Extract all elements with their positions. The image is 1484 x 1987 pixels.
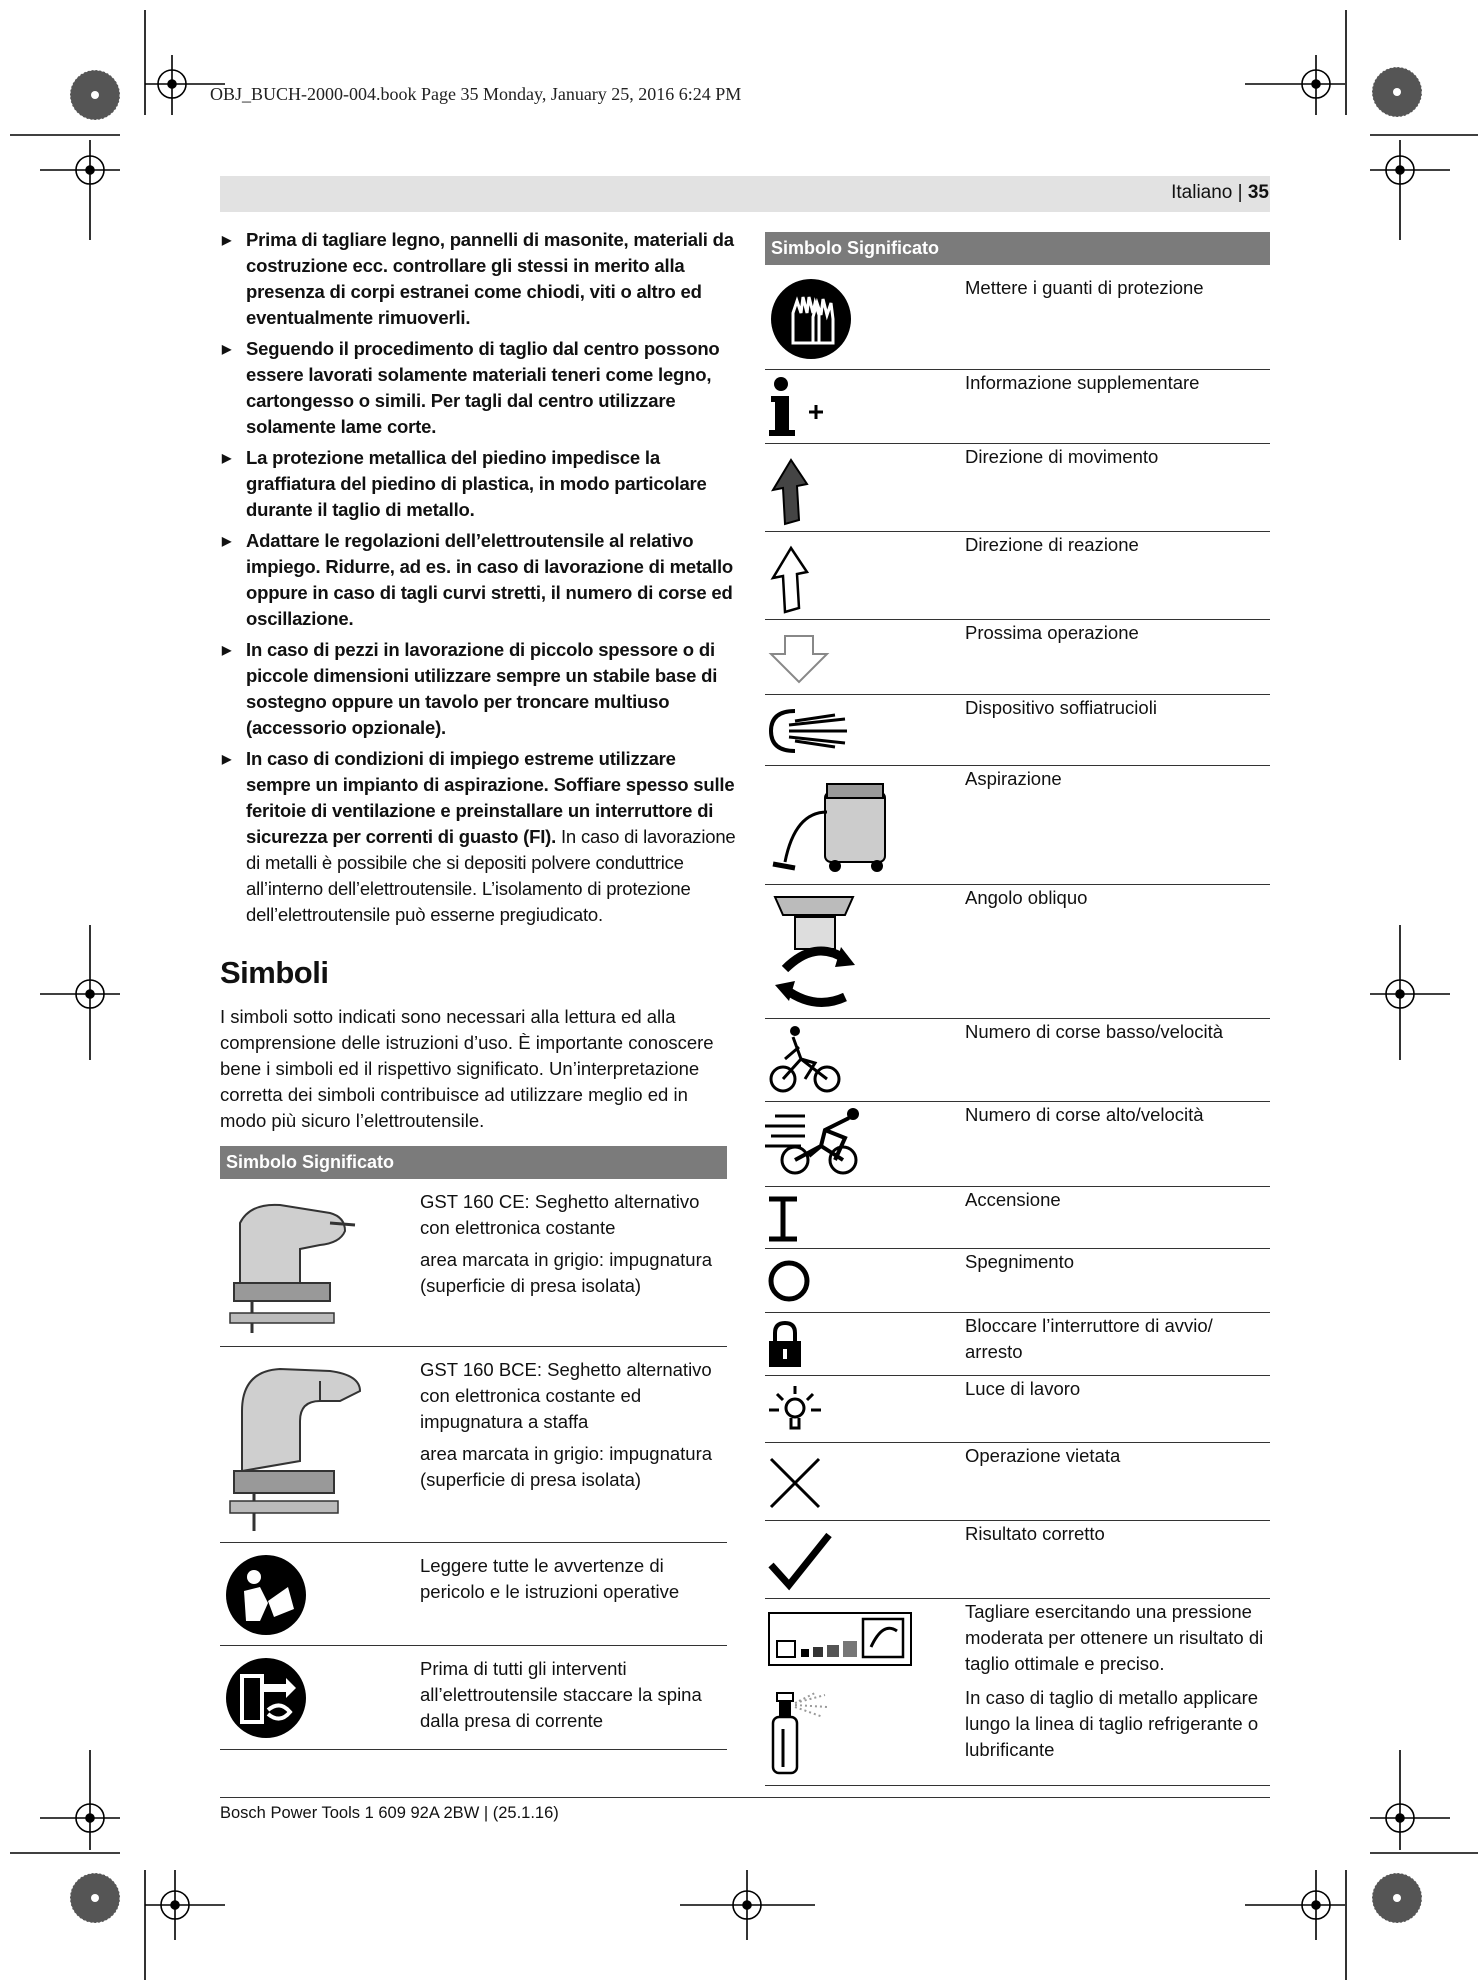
right-symbol-table (765, 232, 1270, 1786)
section-name: Italiano | (1171, 182, 1243, 203)
table-row (765, 265, 1270, 370)
pressure-icon (765, 1607, 915, 1671)
bevel-angle-icon (765, 889, 865, 1014)
prohibited-icon (765, 1453, 825, 1513)
crosshair-icon (145, 1870, 225, 1940)
table-row (765, 766, 1270, 885)
read-manual-icon (224, 1551, 314, 1641)
crosshair-icon (1370, 1750, 1450, 1850)
symbol-description: Direzione di reazione (965, 534, 1139, 555)
bullet-item: ▶ In caso di condizioni di impiego estreme utilizzare sempre un impianto di aspirazione. Soffiare spesso sulle feritoie di ventilazione e preinstallare un interruttore di sicurezza per correnti di guasto (FI). In caso di lavorazione di metalli è possibile che si depositi polvere conduttrice all’interno dell’elettroutensile. L’isolamento di protezione dell’elettroutensile può esserne pregiudicato. (222, 746, 742, 928)
left-symbol-table (220, 1146, 727, 1750)
blower-icon (765, 701, 855, 761)
symbol-description: Angolo obliquo (965, 887, 1088, 908)
symbol-description: GST 160 CE: Seghetto alternativo con elettronica costante (420, 1191, 700, 1238)
bullet-item: ▶ La protezione metallica del piedino impedisce la graffiatura del piedino di plastica, in modo particolare durante il taglio di metallo. (222, 445, 742, 523)
vacuum-icon (765, 772, 905, 882)
symbol-description-note: area marcata in grigio: impugnatura (superficie di presa isolata) (420, 1249, 713, 1296)
arrow-reaction-icon (765, 542, 825, 617)
table-row (765, 885, 1270, 1019)
bullet-item: ▶ In caso di pezzi in lavorazione di piccolo spessore o di piccole dimensioni utilizzare sempre un stabile base di sostegno oppure un tavolo per troncare multiuso (accessorio opzionale). (222, 637, 742, 741)
table-header: Simbolo Significato (765, 232, 1270, 265)
table-row (765, 1313, 1270, 1376)
table-row (765, 1102, 1270, 1187)
page-header (1171, 182, 1269, 204)
bullet-item: ▶ Adattare le regolazioni dell’elettroutensile al relativo impiego. Ridurre, ad es. in caso di lavorazione di metallo oppure in caso di tagli curvi stretti, il numero di corse ed oscillazione. (222, 528, 742, 632)
print-info: OBJ_BUCH-2000-004.book Page 35 Monday, January 25, 2016 6:24 PM (210, 84, 742, 104)
crosshair-icon (1245, 1870, 1345, 1940)
crosshair-icon (680, 1870, 815, 1940)
table-row (765, 1521, 1270, 1599)
table-row (220, 1543, 727, 1646)
symbol-description: Luce di lavoro (965, 1378, 1081, 1399)
crosshair-icon (40, 1750, 120, 1850)
info-plus-icon (765, 374, 835, 440)
table-row (765, 1249, 1270, 1313)
symbol-description: Direzione di movimento (965, 446, 1159, 467)
symbol-description: Dispositivo soffiatrucioli (965, 697, 1157, 718)
header-bar (220, 176, 1270, 212)
table-row (220, 1179, 727, 1347)
symbol-description: Informazione supplementare (965, 372, 1200, 393)
crosshair-icon (1370, 925, 1450, 1060)
section-title: Simboli (220, 955, 329, 990)
table-row (765, 1685, 1270, 1786)
work-light-icon (765, 1382, 825, 1438)
footer-rule (220, 1797, 1270, 1798)
on-icon (765, 1195, 805, 1245)
next-step-arrow-icon (765, 630, 835, 690)
symbol-description: Leggere tutte le avvertenze di pericolo e le istruzioni operative (420, 1555, 680, 1602)
symbol-description: Aspirazione (965, 768, 1062, 789)
table-row (765, 532, 1270, 620)
gloves-icon (769, 273, 859, 363)
color-rosette-icon (70, 1873, 120, 1923)
crosshair-icon (1245, 55, 1345, 115)
symbol-description: Spegnimento (965, 1251, 1075, 1272)
color-rosette-icon (1372, 67, 1422, 117)
off-icon (765, 1257, 815, 1307)
table-row (765, 1443, 1270, 1521)
bullet-item: ▶ Seguendo il procedimento di taglio dal centro possono essere lavorati solamente materiali teneri come legno, cartongesso o simili. Per tagli dal centro utilizzare solamente lame corte. (222, 336, 742, 440)
table-row (220, 1646, 727, 1750)
symbol-description: Prima di tutti gli interventi all’elettroutensile staccare la spina dalla presa di corrente (420, 1658, 702, 1731)
table-row (765, 1376, 1270, 1443)
symbol-description: Risultato corretto (965, 1523, 1105, 1544)
section-intro: I simboli sotto indicati sono necessari alla lettura ed alla comprensione delle istruzioni d’uso. È importante conoscere bene i simboli ed il rispettivo significato. Un’interpretazione corretta dei simboli contribuisce ad utilizzare meglio ed in modo più sicuro l’elettroutensile. (220, 1006, 714, 1131)
footer-text: Bosch Power Tools 1 609 92A 2BW | (25.1.16) (220, 1804, 559, 1822)
bullet-item: ▶ Prima di tagliare legno, pannelli di masonite, materiali da costruzione ecc. controllare gli stessi in merito alla presenza di corpi estranei come chiodi, viti o altro ed eventualmente rimuoverli. (222, 227, 742, 331)
jigsaw-gst160bce-icon (220, 1351, 370, 1539)
arrow-movement-icon (765, 454, 825, 529)
crosshair-icon (40, 140, 120, 240)
table-row (765, 695, 1270, 766)
color-rosette-icon (1372, 1873, 1422, 1923)
coolant-icon (765, 1689, 845, 1779)
symbol-description: Bloccare l’interruttore di avvio/ arresto (965, 1315, 1213, 1362)
symbol-description: Operazione vietata (965, 1445, 1121, 1466)
unplug-icon (224, 1654, 314, 1744)
check-icon (765, 1529, 835, 1593)
symbol-description: Numero di corse alto/velocità (965, 1104, 1204, 1125)
bullet-list (222, 227, 742, 928)
table-row (765, 1187, 1270, 1249)
symbol-description: Mettere i guanti di protezione (965, 277, 1204, 298)
symbol-description: Tagliare esercitando una pressione moderata per ottenere un risultato di taglio ottimale e preciso. (965, 1601, 1264, 1674)
color-rosette-icon (70, 70, 120, 120)
left-column (222, 227, 742, 933)
symbol-description: Prossima operazione (965, 622, 1139, 643)
lock-icon (765, 1319, 805, 1371)
jigsaw-gst160ce-icon (220, 1183, 360, 1343)
table-row (765, 1599, 1270, 1685)
symbol-description: GST 160 BCE: Seghetto alternativo con elettronica costante ed impugnatura a staffa (420, 1359, 712, 1432)
symbol-description-note: area marcata in grigio: impugnatura (superficie di presa isolata) (420, 1443, 713, 1490)
table-row (765, 1019, 1270, 1102)
symbol-description: In caso di taglio di metallo applicare lungo la linea di taglio refrigerante o lubrificante (965, 1687, 1259, 1760)
table-row (765, 370, 1270, 444)
table-row (765, 444, 1270, 532)
symbol-description: Numero di corse basso/velocità (965, 1021, 1224, 1042)
fast-cyclist-icon (765, 1106, 875, 1178)
table-row (220, 1347, 727, 1543)
table-row (765, 620, 1270, 695)
page-number: 35 (1247, 182, 1269, 203)
slow-cyclist-icon (765, 1025, 845, 1097)
symbol-description: Accensione (965, 1189, 1061, 1210)
crosshair-icon (40, 925, 120, 1060)
crosshair-icon (1370, 140, 1450, 240)
table-header: Simbolo Significato (220, 1146, 727, 1179)
